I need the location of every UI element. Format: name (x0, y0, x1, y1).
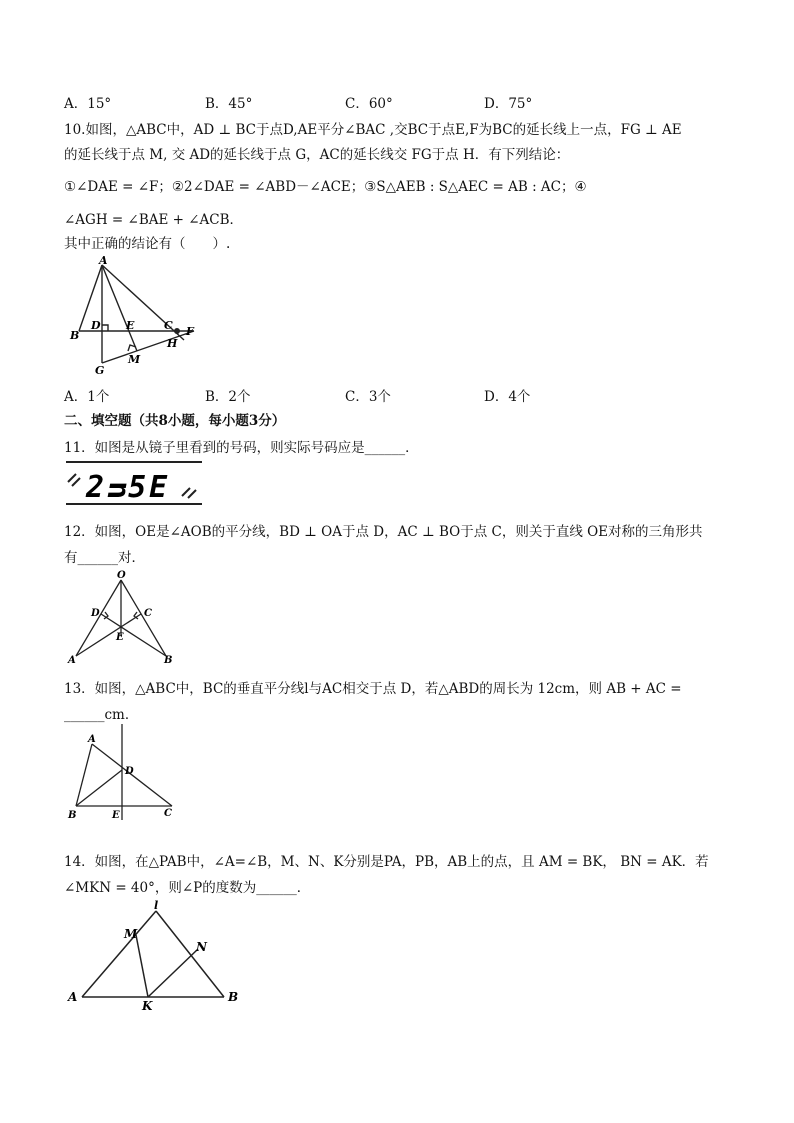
q10-line-2: 的延长线于点 M, 交 AD的延长线于点 G，AC的延长线交 FG于点 H．有下列结论： (64, 147, 570, 163)
q12-label-o: O (117, 570, 126, 581)
q13-label-a: A (88, 734, 96, 745)
q10-option-a: A．1个 (64, 389, 110, 405)
q14-label-m: M (124, 927, 138, 941)
q11-text: 11．如图是从镜子里看到的号码，则实际号码应是______． (64, 440, 419, 456)
q9-option-c: C．60° (345, 96, 393, 112)
q10-line-3: ①∠DAE = ∠F；②2∠DAE = ∠ABD－∠ACE；③S△AEB : S△AEC = AB : AC；④ (64, 179, 587, 195)
q11-mirror-figure (64, 460, 204, 510)
q10-label-m: M (128, 353, 141, 366)
q10-line-4: ∠AGH = ∠BAE + ∠ACB． (64, 212, 244, 228)
q14-figure (64, 897, 254, 1017)
q13-line-1: 13．如图，△ABC中，BC的垂直平分线l与AC相交于点 D，若△ABD的周长为 12cm，则 AB + AC = (64, 681, 682, 697)
q10-label-h: H (167, 337, 178, 350)
q10-label-e: E (126, 319, 135, 332)
q13-label-e: E (112, 810, 120, 821)
q13-figure (64, 724, 184, 824)
q11-mirror-digits: 2ᴝ5E (86, 470, 171, 505)
section-2-title: 二、填空题（共8小题，每小题3分） (64, 413, 286, 429)
q13-line-2: ______cm． (64, 707, 139, 723)
q10-figure (64, 255, 214, 375)
q9-option-d: D．75° (484, 96, 533, 112)
q12-label-d: D (91, 608, 100, 619)
q10-option-d: D．4个 (484, 389, 531, 405)
q12-figure (64, 568, 184, 668)
q10-label-g: G (95, 364, 105, 375)
q12-label-e: E (116, 632, 124, 643)
q14-label-b: B (228, 990, 239, 1004)
q10-label-a: A (99, 255, 108, 267)
q12-label-a: A (68, 655, 76, 666)
q14-line-1: 14．如图，在△PAB中，∠A=∠B，M、N、K分别是PA，PB，AB上的点，且 AM = BK， BN = AK．若 (64, 854, 709, 870)
q10-label-f: F (186, 325, 194, 338)
q12-label-c: C (144, 608, 152, 619)
q13-label-c: C (164, 808, 172, 819)
point-f (174, 328, 180, 334)
q14-label-n: N (196, 940, 207, 954)
q12-line-2: 有______对． (64, 550, 145, 566)
q10-label-d: D (91, 319, 101, 332)
q14-label-a: A (68, 990, 78, 1004)
q14-label-k: K (142, 999, 153, 1013)
q13-label-b: B (68, 810, 77, 821)
q10-label-b: B (70, 329, 80, 342)
q10-option-b: B．2个 (205, 389, 251, 405)
q9-option-b: B．45° (205, 96, 253, 112)
q12-label-b: B (164, 655, 173, 666)
q10-option-c: C．3个 (345, 389, 391, 405)
q10-line-1: 10.如图，△ABC中，AD ⊥ BC于点D,AE平分∠BAC ,交BC于点E,F为BC的延长线上一点，FG ⊥ AE (64, 122, 682, 138)
q14-label-p: l (154, 899, 159, 912)
q9-option-a: A．15° (64, 96, 112, 112)
q10-label-c: C (164, 319, 173, 332)
q12-line-1: 12．如图，OE是∠AOB的平分线，BD ⊥ OA于点 D，AC ⊥ BO于点 C，则关于直线 OE对称的三角形共 (64, 524, 703, 540)
q10-line-5: 其中正确的结论有（ ）. (64, 236, 231, 252)
q13-label-d: D (125, 766, 134, 777)
q14-line-2: ∠MKN = 40°，则∠P的度数为______． (64, 880, 311, 896)
